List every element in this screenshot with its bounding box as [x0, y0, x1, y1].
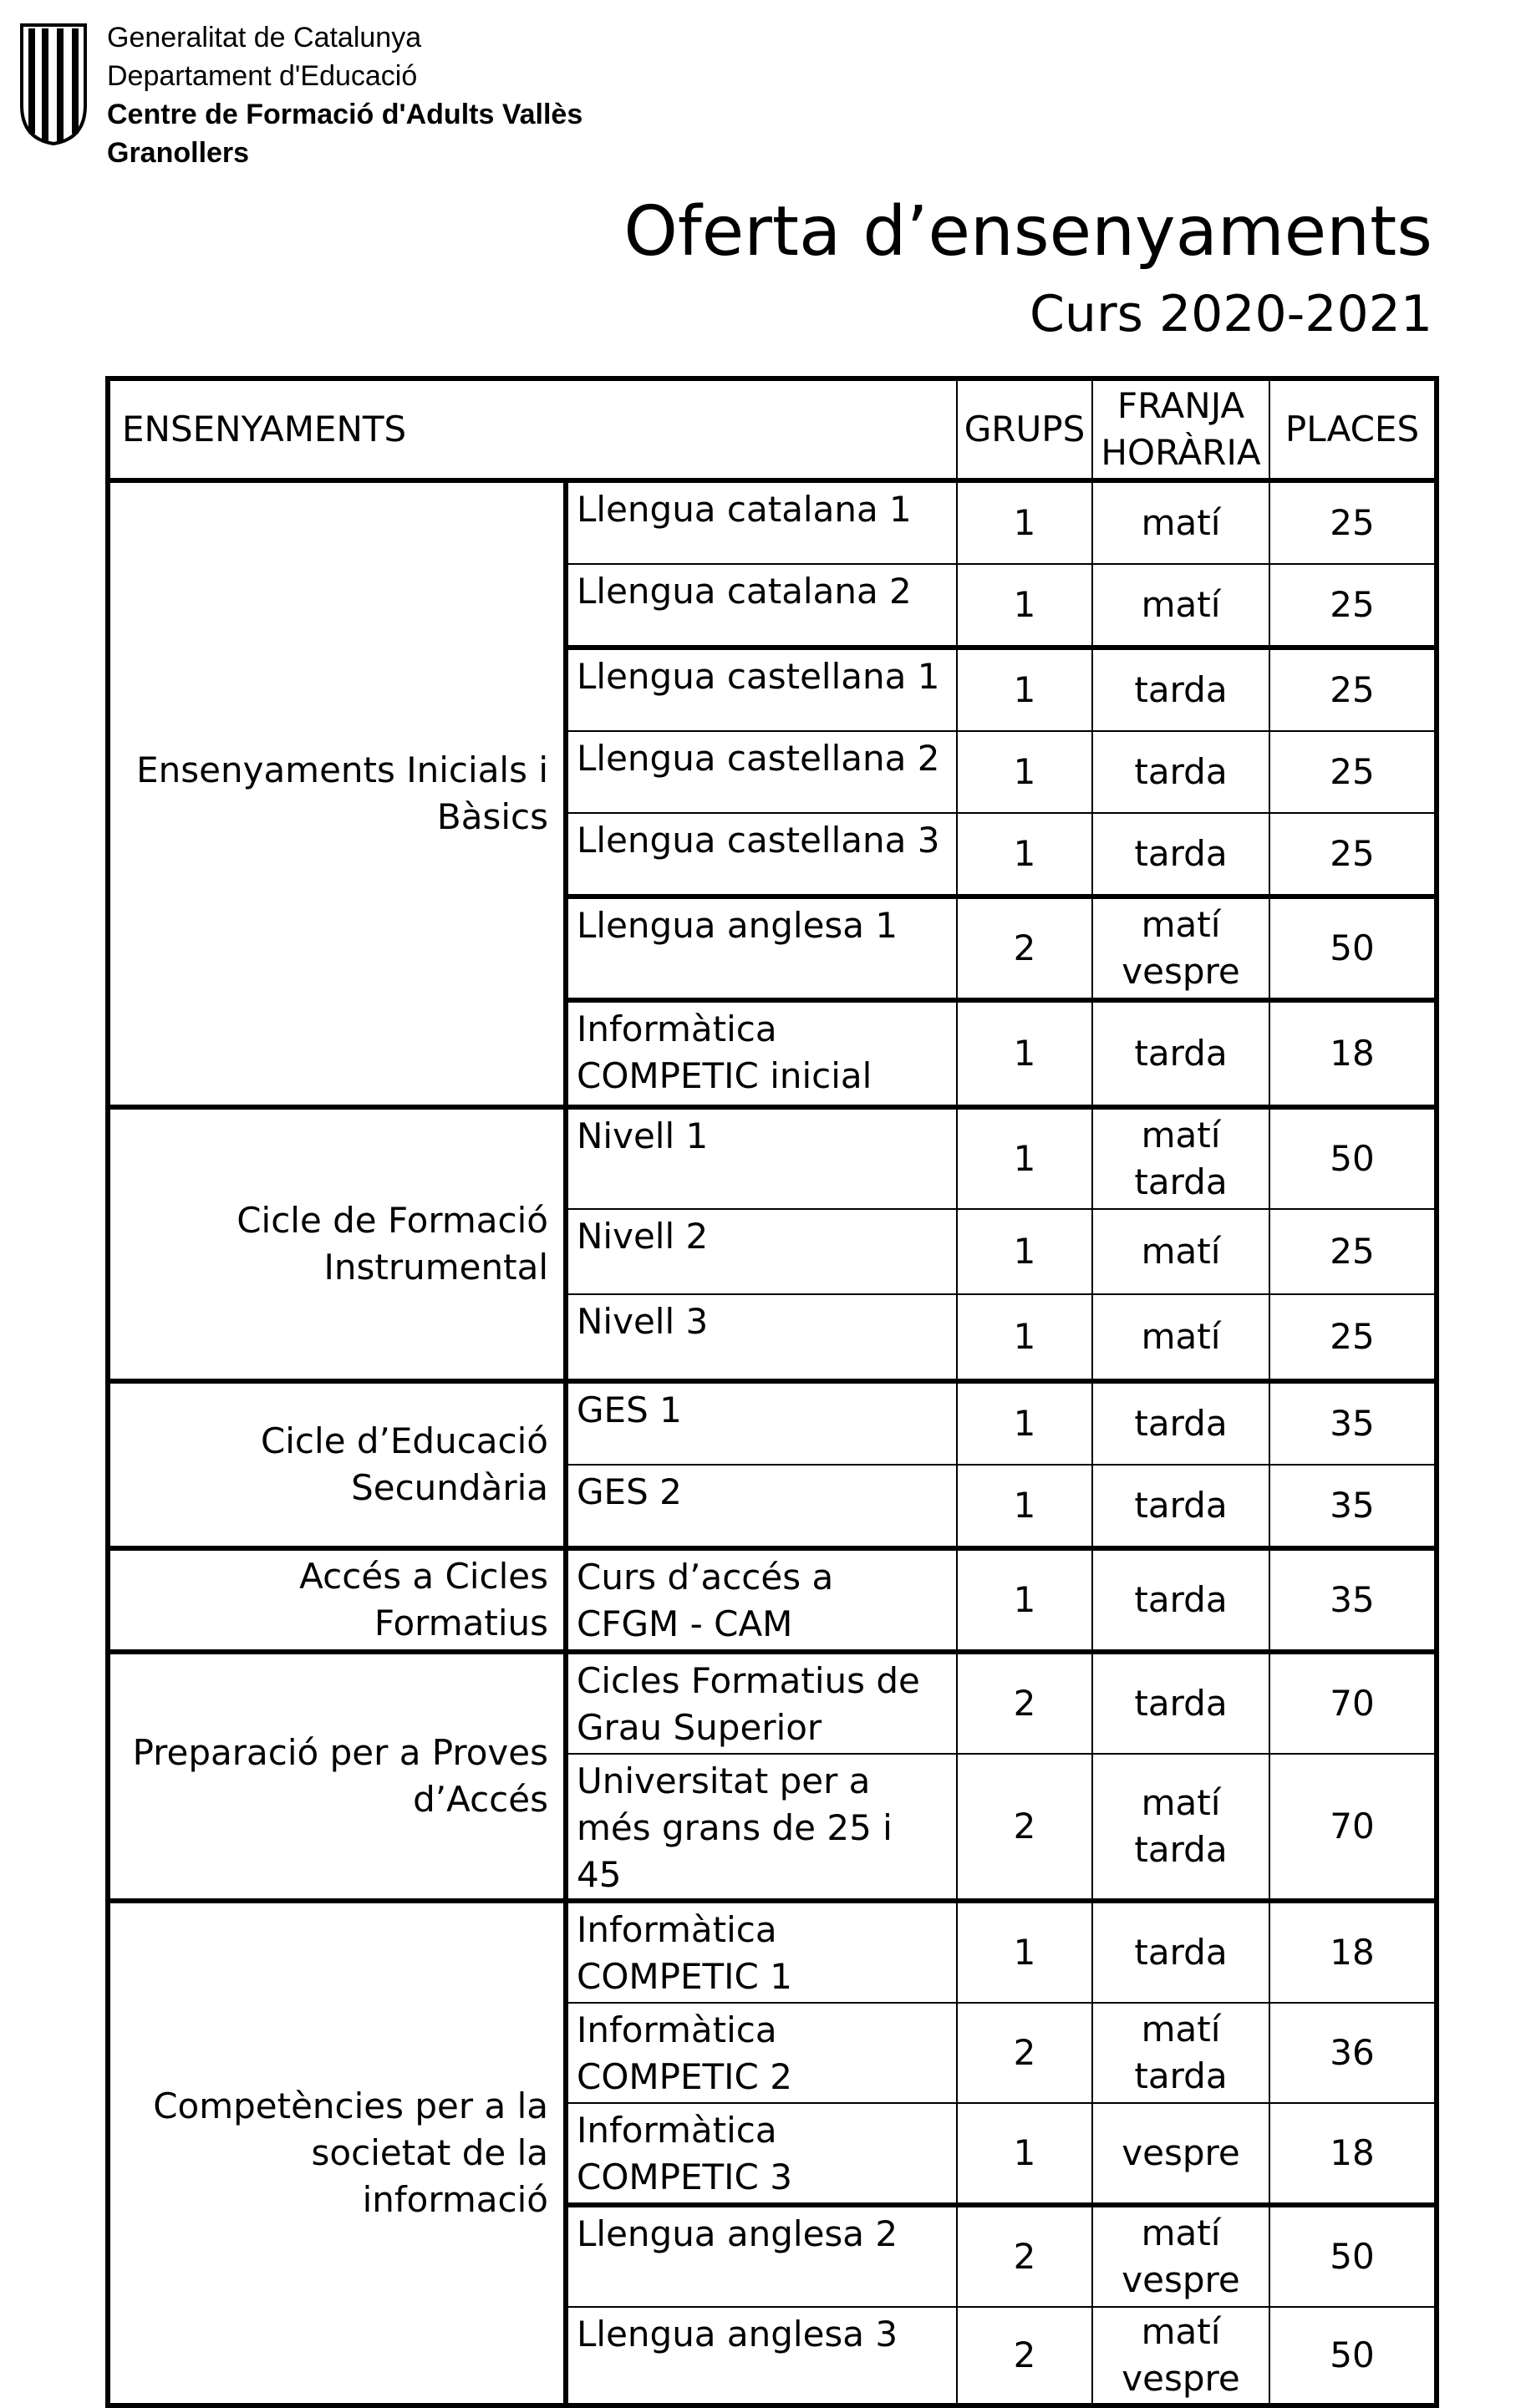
franja-value: matí [1141, 1782, 1221, 1823]
header-franja-horaria [1092, 378, 1269, 480]
header-franja-line1: FRANJA [1117, 385, 1245, 426]
places-cell: 50 [1269, 1107, 1437, 1209]
category-cell: Ensenyaments Inicials i Bàsics [108, 480, 566, 1107]
table-row [108, 1381, 1437, 1465]
grups-cell: 2 [957, 1754, 1092, 1901]
franja-cell [1092, 564, 1269, 648]
course-name-cell: Nivell 2 [566, 1209, 957, 1294]
places-cell: 25 [1269, 731, 1437, 813]
franja-cell [1092, 2307, 1269, 2405]
franja-cell [1092, 813, 1269, 897]
places-cell: 36 [1269, 2003, 1437, 2103]
places-cell: 25 [1269, 813, 1437, 897]
places-cell: 25 [1269, 1294, 1437, 1381]
franja-cell [1092, 897, 1269, 1000]
grups-cell: 1 [957, 1000, 1092, 1107]
org-line-city: Granollers [107, 137, 250, 169]
category-cell: Competències per a la societat de la informació [108, 1901, 566, 2405]
header-ensenyaments: ENSENYAMENTS [108, 378, 957, 480]
franja-cell [1092, 1000, 1269, 1107]
grups-cell: 2 [957, 1652, 1092, 1754]
course-name-cell: Informàtica COMPETIC inicial [566, 1000, 957, 1107]
course-name-cell: Llengua castellana 2 [566, 731, 957, 813]
table-row [108, 1548, 1437, 1652]
course-name-cell: Informàtica COMPETIC 3 [566, 2103, 957, 2205]
header-grups: GRUPS [957, 378, 1092, 480]
franja-value: matí [1141, 2212, 1221, 2253]
franja-value: matí [1141, 502, 1221, 543]
grups-cell: 1 [957, 2103, 1092, 2205]
places-cell: 70 [1269, 1652, 1437, 1754]
category-cell: Cicle d’Educació Secundària [108, 1381, 566, 1548]
grups-cell: 1 [957, 1901, 1092, 2003]
category-cell: Preparació per a Proves d’Accés [108, 1652, 566, 1901]
places-cell: 18 [1269, 1000, 1437, 1107]
franja-cell [1092, 1294, 1269, 1381]
places-cell: 50 [1269, 897, 1437, 1000]
franja-value: vespre [1122, 2132, 1240, 2173]
course-name-cell: Cicles Formatius de Grau Superior [566, 1652, 957, 1754]
places-cell: 25 [1269, 564, 1437, 648]
places-cell: 70 [1269, 1754, 1437, 1901]
table-body [108, 480, 1437, 2405]
course-name-cell: Universitat per a més grans de 25 i 45 [566, 1754, 957, 1901]
catalan-senyera-emblem-icon [18, 22, 89, 147]
table-row [108, 1901, 1437, 2003]
franja-value: tarda [1134, 1485, 1228, 1526]
franja-cell [1092, 1901, 1269, 2003]
course-name-cell: GES 2 [566, 1465, 957, 1548]
grups-cell: 1 [957, 1107, 1092, 1209]
grups-cell: 1 [957, 731, 1092, 813]
franja-value: vespre [1122, 951, 1240, 992]
franja-value: tarda [1134, 1579, 1228, 1620]
grups-cell: 1 [957, 1209, 1092, 1294]
places-cell: 35 [1269, 1381, 1437, 1465]
grups-cell: 2 [957, 2307, 1092, 2405]
franja-cell [1092, 1209, 1269, 1294]
grups-cell: 1 [957, 564, 1092, 648]
org-line-departament: Departament d'Educació [107, 60, 418, 92]
course-name-cell: GES 1 [566, 1381, 957, 1465]
franja-value: matí [1141, 1316, 1221, 1357]
grups-cell: 1 [957, 813, 1092, 897]
grups-cell: 1 [957, 648, 1092, 731]
org-line-centre: Centre de Formació d'Adults Vallès [107, 99, 583, 130]
franja-value: tarda [1134, 1829, 1228, 1870]
franja-value: vespre [1122, 2259, 1240, 2300]
course-name-cell: Llengua anglesa 3 [566, 2307, 957, 2405]
table-header-row [108, 378, 1437, 480]
franja-cell [1092, 1754, 1269, 1901]
franja-value: matí [1141, 2311, 1221, 2352]
page-subtitle: Curs 2020-2021 [1030, 285, 1432, 343]
course-name-cell: Llengua anglesa 2 [566, 2205, 957, 2307]
franja-value: tarda [1134, 2055, 1228, 2096]
places-cell: 25 [1269, 480, 1437, 564]
franja-value: matí [1141, 1231, 1221, 1272]
franja-value: tarda [1134, 1033, 1228, 1074]
category-cell: Accés a Cicles Formatius [108, 1548, 566, 1652]
header-franja-line2: HORÀRIA [1101, 432, 1261, 473]
course-name-cell: Llengua castellana 1 [566, 648, 957, 731]
table-row [108, 480, 1437, 564]
franja-value: tarda [1134, 1161, 1228, 1202]
table-row [108, 1107, 1437, 1209]
course-name-cell: Nivell 3 [566, 1294, 957, 1381]
franja-cell [1092, 1465, 1269, 1548]
places-cell: 35 [1269, 1465, 1437, 1548]
places-cell: 18 [1269, 1901, 1437, 2003]
page-title: Oferta d’ensenyaments [623, 192, 1432, 272]
franja-cell [1092, 2103, 1269, 2205]
franja-value: matí [1141, 1115, 1221, 1156]
places-cell: 50 [1269, 2307, 1437, 2405]
header-places: PLACES [1269, 378, 1437, 480]
org-line-generalitat: Generalitat de Catalunya [107, 22, 422, 53]
franja-value: tarda [1134, 833, 1228, 874]
grups-cell: 2 [957, 897, 1092, 1000]
franja-cell [1092, 648, 1269, 731]
franja-cell [1092, 1381, 1269, 1465]
franja-cell [1092, 1652, 1269, 1754]
course-name-cell: Llengua anglesa 1 [566, 897, 957, 1000]
organization-name [107, 18, 582, 172]
course-name-cell: Informàtica COMPETIC 2 [566, 2003, 957, 2103]
course-name-cell: Llengua castellana 3 [566, 813, 957, 897]
grups-cell: 1 [957, 1548, 1092, 1652]
places-cell: 25 [1269, 648, 1437, 731]
category-cell: Cicle de Formació Instrumental [108, 1107, 566, 1381]
course-name-cell: Llengua catalana 1 [566, 480, 957, 564]
franja-value: matí [1141, 584, 1221, 625]
course-name-cell: Llengua catalana 2 [566, 564, 957, 648]
franja-value: tarda [1134, 1403, 1228, 1444]
places-cell: 25 [1269, 1209, 1437, 1294]
grups-cell: 1 [957, 1381, 1092, 1465]
franja-value: matí [1141, 904, 1221, 945]
course-name-cell: Informàtica COMPETIC 1 [566, 1901, 957, 2003]
places-cell: 35 [1269, 1548, 1437, 1652]
franja-cell [1092, 1548, 1269, 1652]
franja-cell [1092, 731, 1269, 813]
franja-value: tarda [1134, 669, 1228, 710]
grups-cell: 2 [957, 2003, 1092, 2103]
franja-value: tarda [1134, 1932, 1228, 1973]
grups-cell: 2 [957, 2205, 1092, 2307]
places-cell: 50 [1269, 2205, 1437, 2307]
franja-cell [1092, 2003, 1269, 2103]
grups-cell: 1 [957, 1294, 1092, 1381]
franja-value: matí [1141, 2009, 1221, 2050]
course-name-cell: Curs d’accés a CFGM - CAM [566, 1548, 957, 1652]
places-cell: 18 [1269, 2103, 1437, 2205]
course-name-cell: Nivell 1 [566, 1107, 957, 1209]
franja-value: tarda [1134, 751, 1228, 792]
franja-value: tarda [1134, 1683, 1228, 1724]
courses-table [105, 376, 1439, 2408]
franja-value: vespre [1122, 2358, 1240, 2399]
franja-cell [1092, 480, 1269, 564]
grups-cell: 1 [957, 1465, 1092, 1548]
franja-cell [1092, 1107, 1269, 1209]
table-row [108, 1652, 1437, 1754]
grups-cell: 1 [957, 480, 1092, 564]
franja-cell [1092, 2205, 1269, 2307]
